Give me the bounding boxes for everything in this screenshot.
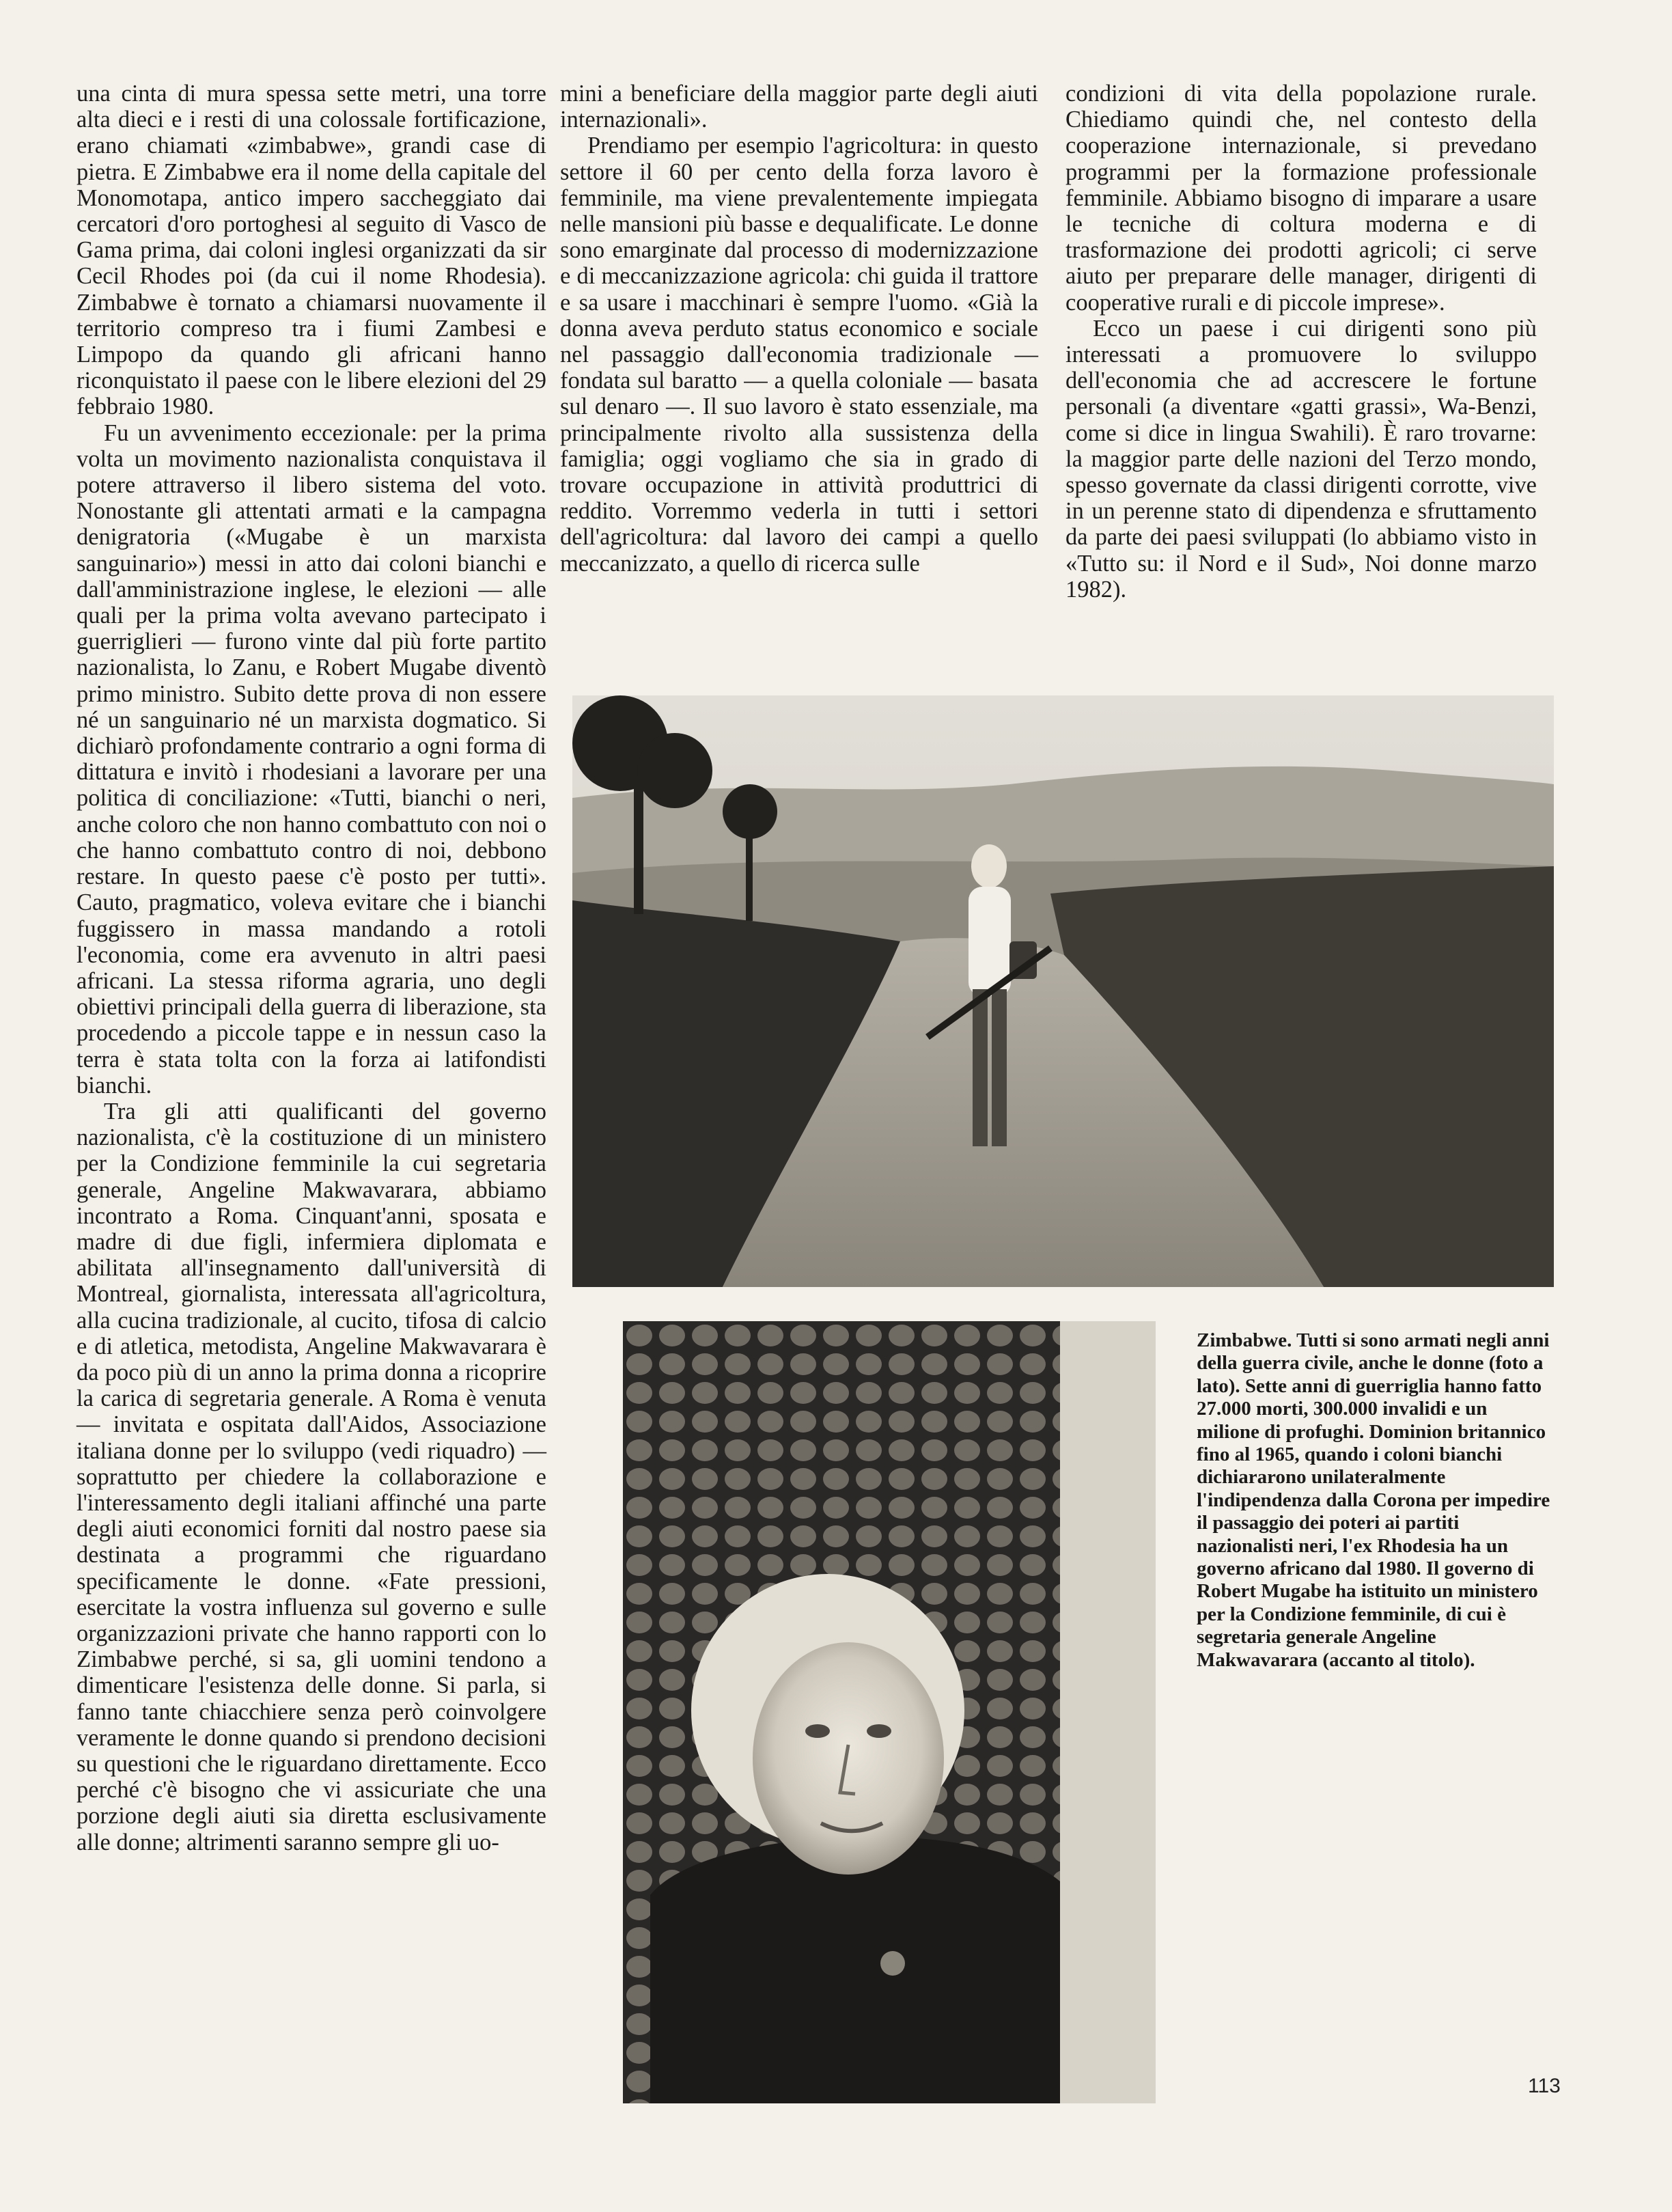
article-column-3 xyxy=(1065,81,1537,603)
paragraph: Ecco un paese i cui dirigenti sono più interessati a promuovere lo sviluppo dell'economia che ad accrescere le fortune personali (a diventare «gatti grassi», Wa-Benzi, come si dice in lingua Swahili). È raro trovarne: la maggior parte delle nazioni del Terzo mondo, spesso governate da classi dirigenti corrotte, vive in un perenne stato di dipendenza e sfruttamento da parte dei paesi sviluppati (lo abbiamo visto in «Tutto su: il Nord e il Sud», Noi donne marzo 1982). xyxy=(1065,315,1537,603)
paragraph: mini a beneficiare della maggior parte degli aiuti internazionali». xyxy=(560,81,1038,133)
photo-elderly-woman-window xyxy=(623,1321,1156,2103)
article-column-2 xyxy=(560,81,1038,577)
road-landscape-image xyxy=(572,695,1554,1287)
paragraph: Prendiamo per esempio l'agricoltura: in questo settore il 60 per cento della forza lavoro è femminile, ma viene prevalentemente impiegata nelle mansioni più basse e dequalificate. Le donne sono emarginate dal processo di modernizzazione e di meccanizzazione agricola: chi guida il trattore e sa usare i macchinari è sempre l'uomo. «Già la donna aveva perduto status economico e sociale nel passaggio dall'economia tradizionale — fondata sul baratto — a quella coloniale — basata sul denaro —. Il suo lavoro è stato essenziale, ma principalmente rivolto alla sussistenza della famiglia; oggi vogliamo che sia in grado di trovare occupazione in attività produttrici di reddito. Vorremmo vederla in tutti i settori dell'agricoltura: dal lavoro dei campi a quello meccanizzato, a quello di ricerca sulle xyxy=(560,133,1038,577)
photo-armed-woman-on-road xyxy=(572,695,1554,1287)
portrait-image xyxy=(623,1321,1156,2103)
photo-caption: Zimbabwe. Tutti si sono armati negli anni della guerra civile, anche le donne (foto a lato). Sette anni di guerriglia hanno fatto 27.000 morti, 300.000 invalidi e un milione di profughi. Dominion britannico fino al 1965, quando i coloni bianchi dichiararono unilateralmente l'indipendenza dalla Corona per impedire il passaggio dei poteri ai partiti nazionalisti neri, l'ex Rhodesia ha un governo africano dal 1980. Il governo di Robert Mugabe ha istituito un ministero per la Condizione femminile, di cui è segretaria generale Angeline Makwavarara (accanto al titolo). xyxy=(1197,1329,1550,1671)
paragraph: condizioni di vita della popolazione rurale. Chiediamo quindi che, nel contesto della cooperazione internazionale, si prevedano programmi per la formazione professionale femminile. Abbiamo bisogno di imparare a usare le tecniche di coltura moderna e di trasformazione dei prodotti agricoli; ci serve aiuto per preparare delle manager, dirigenti di cooperative rurali e di piccole imprese». xyxy=(1065,81,1537,316)
paragraph: Tra gli atti qualificanti del governo nazionalista, c'è la costituzione di un ministero per la Condizione femminile la cui segretaria generale, Angeline Makwavarara, abbiamo incontrato a Roma. Cinquant'anni, sposata e madre di due figli, infermiera diplomata e abilitata all'insegnamento dall'università di Montreal, giornalista, interessata all'agricoltura, alla cucina tradizionale, al cucito, tifosa di calcio e di atletica, metodista, Angeline Makwavarara è da poco più di un anno la prima donna a ricoprire la carica di segretaria generale. A Roma è venuta — invitata e ospitata dall'Aidos, Associazione italiana donne per lo sviluppo (vedi riquadro) — soprattutto per chiedere la collaborazione e l'interessamento degli italiani affinché una parte degli aiuti economici forniti dal nostro paese sia destinata a programmi che riguardano specificamente le donne. «Fate pressioni, esercitate la vostra influenza sul governo e sulle organizzazioni private che hanno rapporti con lo Zimbabwe perché, si sa, gli uomini tendono a dimenticare l'esistenza delle donne. Si parla, si fanno tante chiacchiere senza però coinvolgere veramente le donne quando si prendono decisioni su questioni che le riguardano direttamente. Ecco perché c'è bisogno che vi assicuriate che una porzione degli aiuti sia diretta esclusivamente alle donne; altrimenti saranno sempre gli uo- xyxy=(76,1098,546,1855)
paragraph: Fu un avvenimento eccezionale: per la prima volta un movimento nazionalista conquistava il potere attraverso il libero sistema del voto. Nonostante gli attentati armati e la campagna denigratoria («Mugabe è un marxista sanguinario») messi in atto dai coloni bianchi e dall'amministrazione inglese, le elezioni — alle quali per la prima volta avevano partecipato i guerriglieri — furono vinte dal più forte partito nazionalista, lo Zanu, e Robert Mugabe diventò primo ministro. Subito dette prova di non essere né un sanguinario né un marxista dogmatico. Si dichiarò profondamente contrario a ogni forma di dittatura e invitò i rhodesiani a lavorare per una politica di conciliazione: «Tutti, bianchi o neri, anche coloro che non hanno combattuto con noi o che hanno combattuto contro di noi, debbono restare. In questo paese c'è posto per tutti». Cauto, pragmatico, voleva evitare che i bianchi fuggissero in massa mandando a rotoli l'economia, come era avvenuto in altri paesi africani. La stessa riforma agraria, uno degli obiettivi principali della guerra di liberazione, sta procedendo a piccole tappe e in nessun caso la terra è stata tolta con la forza ai latifondisti bianchi. xyxy=(76,419,546,1098)
paragraph: una cinta di mura spessa sette metri, una torre alta dieci e i resti di una colossale fortificazione, erano chiamati «zimbabwe», grandi case di pietra. E Zimbabwe era il nome della capitale del Monomotapa, antico impero saccheggiato dai cercatori d'oro portoghesi al seguito di Vasco de Gama prima, dai coloni inglesi organizzati da sir Cecil Rhodes poi (da cui il nome Rhodesia). Zimbabwe è tornato a chiamarsi nuovamente il territorio compreso tra i fiumi Zambesi e Limpopo da quando gli africani hanno riconquistato il paese con le libere elezioni del 29 febbraio 1980. xyxy=(76,81,546,420)
page-number: 113 xyxy=(1528,2075,1561,2097)
article-column-1 xyxy=(76,81,546,1855)
